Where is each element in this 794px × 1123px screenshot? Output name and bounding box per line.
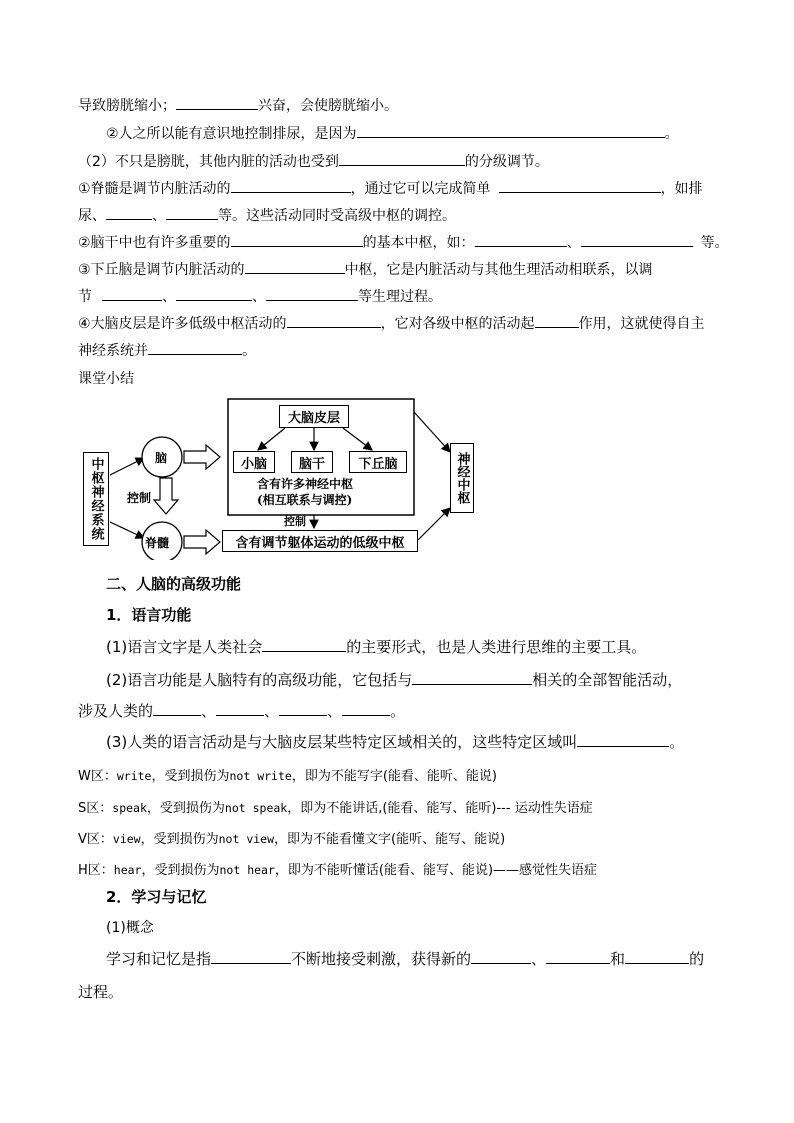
language-p2: (2)语言功能是人脑特有的高级功能，它包括与 相关的全部智能活动， — [106, 671, 683, 689]
area-w: W区：write，受到损伤为not write，即为不能写字(能看、能听、能说) — [78, 769, 497, 784]
area-s: S区：speak，受到损伤为not speak，即为不能讲话,(能看、能写、能听)--- 运动性失语症 — [78, 801, 593, 816]
line-10: 神经系统并 。 — [78, 343, 256, 359]
label-control-left: 控制 — [127, 491, 152, 505]
line-9: ④大脑皮层是许多低级中枢活动的 ，它对各级中枢的活动起 作用，这就使得自主 — [78, 316, 705, 332]
label-contains-centers: 含有许多神经中枢 — [257, 477, 354, 491]
line-6: ②脑干中也有许多重要的 的基本中枢，如： 、 等。 — [78, 235, 729, 251]
area-v: V区：view，受到损伤为not view，即为不能看懂文字(能听、能写、能说) — [78, 832, 506, 847]
concept-line-1: 学习和记忆是指 不断地接受刺激，获得新的 、 和 的 — [106, 950, 705, 968]
line-1: 导致膀胱缩小； 兴奋，会使膀胱缩小。 — [78, 98, 398, 114]
blank — [153, 702, 201, 716]
language-p1: (1)语言文字是人类社会 的主要形式，也是人类进行思维的主要工具。 — [106, 638, 647, 656]
line-7: ③下丘脑是调节内脏活动的 中枢，它是内脏活动与其他生理活动相联系，以调 — [78, 262, 653, 278]
blank — [577, 733, 669, 747]
subheading-learning-memory: 2．学习与记忆 — [106, 888, 207, 906]
label-brain: 脑 — [155, 451, 168, 465]
box-cns: 中枢神经系统 — [83, 452, 109, 546]
line-5: 尿、 、 等。这些活动同时受高级中枢的调控。 — [78, 208, 456, 224]
line-8: 节 、 、 等生理过程。 — [78, 289, 442, 305]
concept-line-2: 过程。 — [78, 983, 124, 1001]
line-4: ①脊髓是调节内脏活动的 ，通过它可以完成简单 ，如排 — [78, 181, 703, 197]
label-spinal-cord: 脊髓 — [145, 536, 170, 550]
blank — [625, 950, 689, 964]
line-3: （2）不只是膀胱，其他内脏的活动也受到 的分级调节。 — [78, 154, 549, 170]
blank — [412, 671, 532, 685]
blank — [546, 950, 610, 964]
concept-map-lines — [0, 0, 794, 560]
line-2: ②人之所以能有意识地控制排尿，是因为 。 — [106, 126, 679, 142]
blank — [471, 950, 531, 964]
blank — [211, 950, 291, 964]
subheading-language: 1．语言功能 — [106, 606, 192, 624]
label-control-mid: 控制 — [284, 515, 306, 528]
language-p3: 涉及人类的 、 、 、 。 — [78, 702, 406, 720]
box-brainstem: 脑干 — [291, 451, 333, 473]
box-nerve-center: 神经中枢 — [450, 443, 474, 513]
area-h: H区：hear，受到损伤为not hear，即为不能听懂话(能看、能写、能说)——感觉性失语症 — [78, 863, 598, 878]
language-p4: (3)人类的语言活动是与大脑皮层某些特定区域相关的，这些特定区域叫 。 — [106, 733, 685, 751]
box-low-center: 含有调节躯体运动的低级中枢 — [222, 530, 418, 552]
blank — [262, 638, 346, 652]
blank — [216, 702, 264, 716]
box-cortex: 大脑皮层 — [279, 405, 349, 428]
blank — [342, 702, 390, 716]
section-heading: 二、人脑的高级功能 — [106, 575, 242, 593]
concept-label: (1)概念 — [106, 920, 154, 936]
box-cerebellum: 小脑 — [233, 451, 275, 473]
section-label-summary: 课堂小结 — [78, 371, 134, 387]
blank — [279, 702, 327, 716]
label-interaction: (相互联系与调控) — [257, 493, 353, 507]
box-hypothalamus: 下丘脑 — [349, 451, 407, 473]
